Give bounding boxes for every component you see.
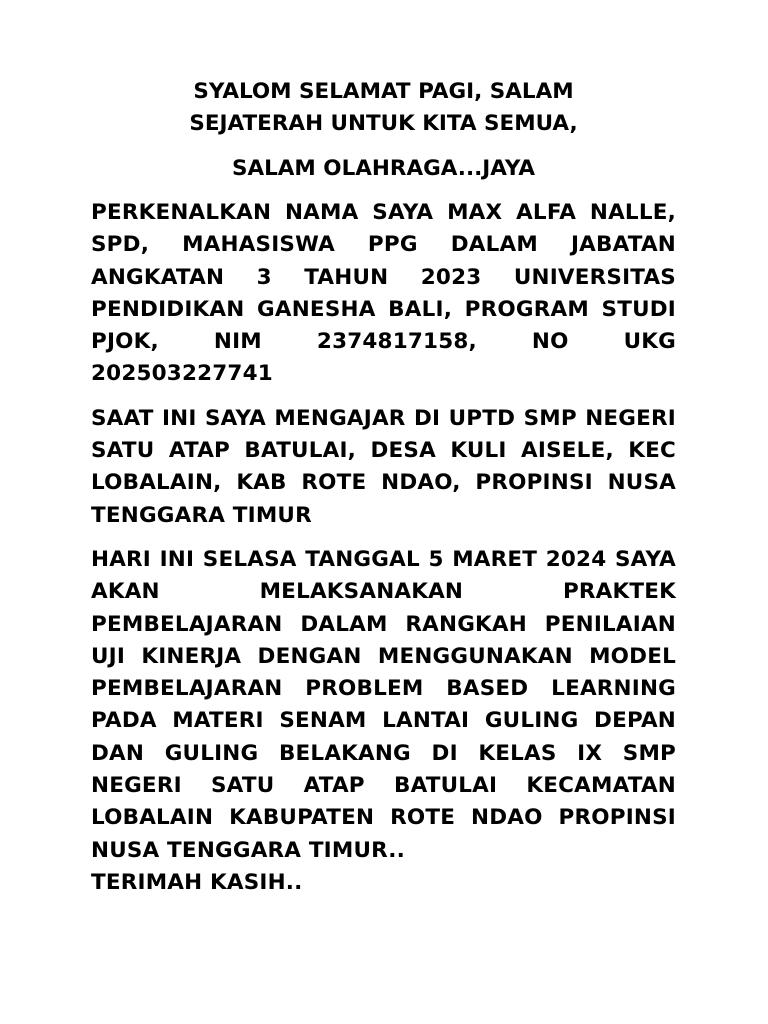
intro-paragraph: PERKENALKAN NAMA SAYA MAX ALFA NALLE, SPD, MAHASISWA PPG DALAM JABATAN ANGKATAN 3 TAHUN 2023 UNIVERSITAS PENDIDIKAN GANESHA BALI, PROGRAM STUDI PJOK, NIM 2374817158, NO UKG 202503227741 [91, 200, 676, 387]
greeting-heading [91, 76, 676, 140]
document-page [91, 76, 676, 899]
school-paragraph: SAAT INI SAYA MENGAJAR DI UPTD SMP NEGERI SATU ATAP BATULAI, DESA KULI AISELE, KEC LOBALAIN, KAB ROTE NDAO, PROPINSI NUSA TENGGARA TIMUR [91, 405, 676, 528]
plan-paragraph [91, 544, 676, 899]
greeting-line-3: SALAM OLAHRAGA...JAYA [231, 156, 536, 181]
plan-text: HARI INI SELASA TANGGAL 5 MARET 2024 SAYA AKAN MELAKSANAKAN PRAKTEK PEMBELAJARAN DALAM RANGKAH PENILAIAN UJI KINERJA DENGAN MENGGUNAKAN MODEL PEMBELAJARAN PROBLEM BASED LEARNING PADA MATERI SENAM LANTAI GULING DEPAN DAN GULING BELAKANG DI KELAS IX SMP NEGERI SATU ATAP BATULAI KECAMATAN LOBALAIN KABUPATEN ROTE NDAO PROPINSI NUSA TENGGARA TIMUR.. [91, 546, 676, 863]
greeting-line-1: SYALOM SELAMAT PAGI, SALAM [193, 79, 574, 104]
greeting-line-2: SEJATERAH UNTUK KITA SEMUA, [189, 111, 578, 136]
closing-text: TERIMAH KASIH.. [91, 869, 303, 895]
